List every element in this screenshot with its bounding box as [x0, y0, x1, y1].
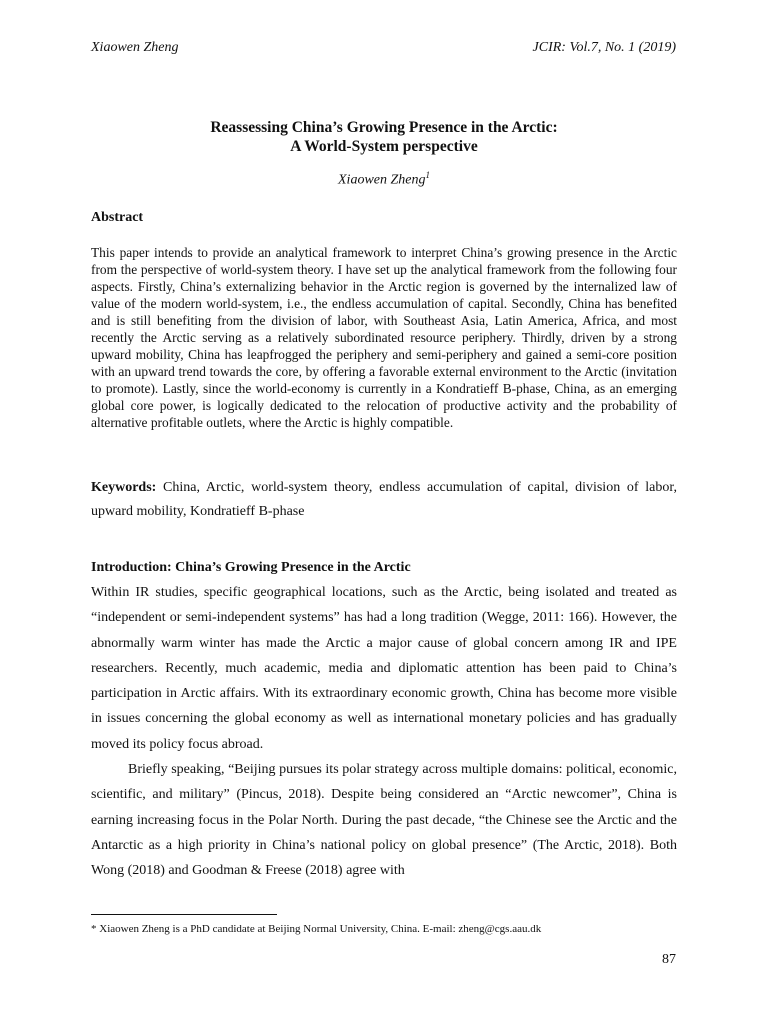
running-header [91, 40, 676, 56]
author-line [0, 170, 768, 189]
footnote: * Xiaowen Zheng is a PhD candidate at Beijing Normal University, China. E-mail: zheng@cgs.aau.dk [91, 923, 542, 935]
author-name: Xiaowen Zheng [338, 172, 426, 188]
introduction-heading: Introduction: China’s Growing Presence in the Arctic [91, 560, 411, 575]
header-author: Xiaowen Zheng [91, 40, 179, 55]
title-line-1: Reassessing China’s Growing Presence in the Arctic: [210, 119, 558, 136]
title-line-2: A World-System perspective [290, 138, 478, 155]
header-journal: JCIR: Vol.7, No. 1 (2019) [532, 40, 676, 55]
introduction-paragraph-2: Briefly speaking, “Beijing pursues its polar strategy across multiple domains: political, economic, scientific, and military” (Pincus, 2018). Despite being considered an “Arctic newcomer”, China is earning increasing focus in the Polar North. During the past decade, “the Chinese see the Arctic and the Antarctic as a high priority in China’s national policy on global presence” (The Arctic, 2018). Both Wong (2018) and Goodman & Freese (2018) agree with [91, 762, 677, 879]
footnote-divider [91, 914, 277, 915]
paper-title [0, 118, 768, 156]
abstract-heading: Abstract [91, 210, 144, 225]
abstract-body: This paper intends to provide an analytical framework to interpret China’s growing presence in the Arctic from the perspective of world-system theory. I have set up the analytical framework from the following four aspects. Firstly, China’s externalizing behavior in the Arctic region is governed by the internalized law of value of the modern world-system, i.e., the endless accumulation of capital. Secondly, China has benefited and is still benefiting from the division of labor, with Southeast Asia, Latin America, Africa, and most recently the Arctic serving as a relatively subordinated resource periphery. Thirdly, driven by a strong upward mobility, China has leapfrogged the periphery and semi-periphery and gained a semi-core position with an upward trend towards the core, by offering a favorable external environment to the Arctic (invitation to promote). Lastly, since the world-economy is currently in a Kondratieff B-phase, China, as an emerging global core power, is logically dedicated to the relocation of productive activity and the probability of alternative profitable outlets, where the Arctic is highly compatible. [91, 245, 677, 430]
keywords-label: Keywords: [91, 480, 157, 495]
page-number: 87 [662, 952, 676, 967]
author-footnote-mark: 1 [425, 170, 430, 180]
introduction-paragraph-1: Within IR studies, specific geographical locations, such as the Arctic, being isolated and treated as “independent or semi-independent systems” has had a long tradition (Wegge, 2011: 166). However, the abnormally warm winter has made the Arctic a major cause of global concern among IR and IPE researchers. Recently, much academic, media and diplomatic attention has been paid to China’s participation in Arctic affairs. With its extraordinary economic growth, China has become more visible in issues concerning the global economy as well as international monetary policies and has gradually moved its policy focus abroad. [91, 585, 677, 752]
keywords-text: China, Arctic, world-system theory, endless accumulation of capital, division of labor, upward mobility, Kondratieff B-phase [91, 480, 677, 519]
keywords [91, 476, 677, 524]
introduction-body [91, 580, 677, 884]
